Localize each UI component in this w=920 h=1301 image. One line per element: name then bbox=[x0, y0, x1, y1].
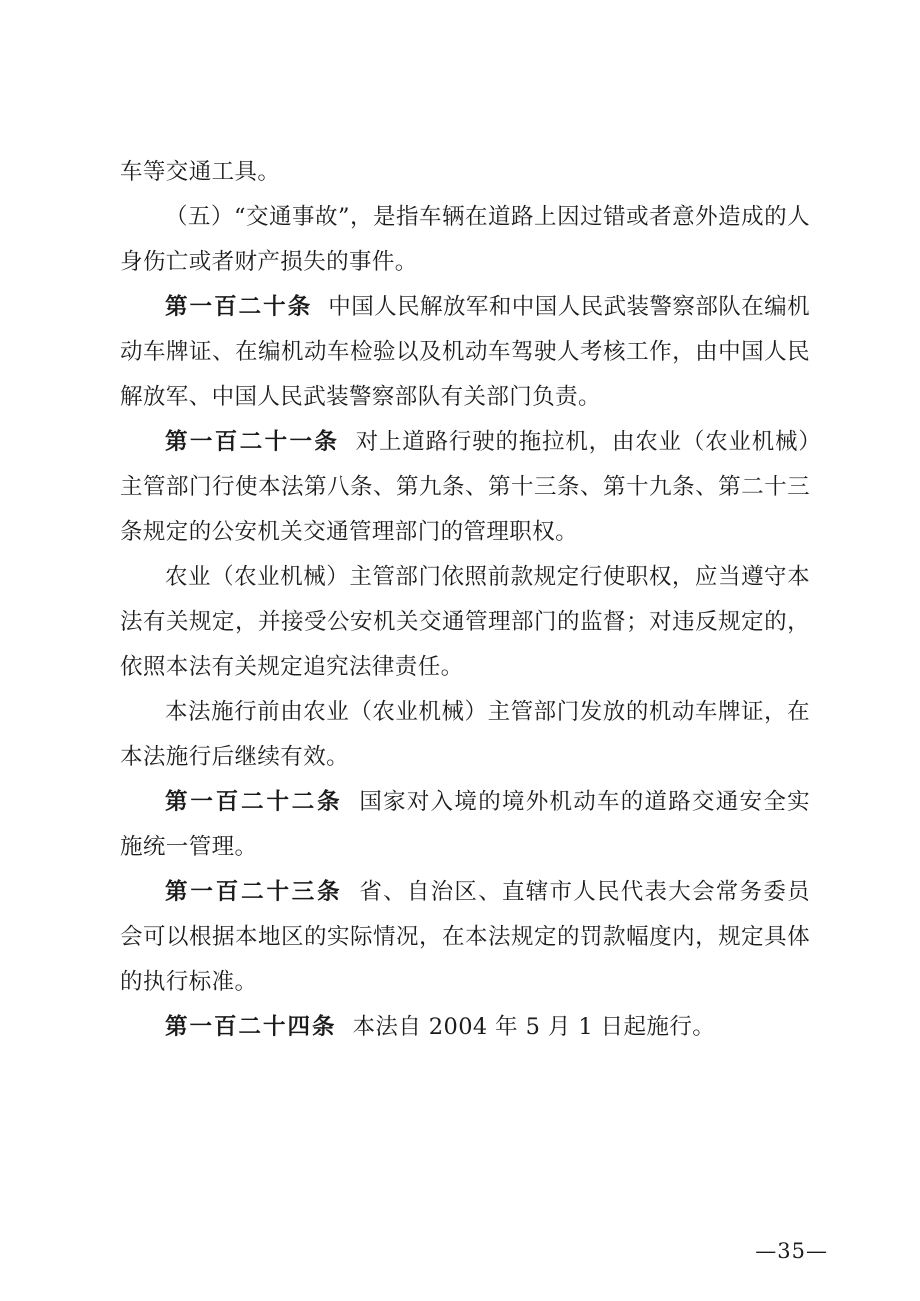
article-heading: 第一百二十二条 bbox=[165, 789, 343, 815]
paragraph bbox=[120, 420, 810, 555]
paragraph bbox=[120, 285, 810, 420]
paragraph-text: （五）“交通事故”，是指车辆在道路上因过错或者意外造成的人身伤亡或者财产损失的事件。 bbox=[120, 204, 810, 275]
paragraph-text: 省、自治区、直辖市人民代表大会常务委员会可以根据本地区的实际情况，在本法规定的罚款幅度内，规定具体的执行标准。 bbox=[120, 879, 810, 995]
paragraph-text: 农业（农业机械）主管部门依照前款规定行使职权，应当遵守本法有关规定，并接受公安机关交通管理部门的监督；对违反规定的，依照本法有关规定追究法律责任。 bbox=[120, 564, 810, 680]
article-heading: 第一百二十条 bbox=[165, 294, 313, 320]
article-heading: 第一百二十四条 bbox=[165, 1014, 337, 1040]
paragraph-text: 中国人民解放军和中国人民武装警察部队在编机动车牌证、在编机动车检验以及机动车驾驶人考核工作，由中国人民解放军、中国人民武装警察部队有关部门负责。 bbox=[120, 294, 810, 410]
page-number: —35— bbox=[755, 1239, 828, 1263]
paragraph-text: 国家对入境的境外机动车的道路交通安全实施统一管理。 bbox=[120, 789, 810, 860]
paragraph-text: 车等交通工具。 bbox=[120, 159, 281, 185]
article-heading: 第一百二十一条 bbox=[165, 429, 340, 455]
paragraph bbox=[120, 195, 810, 285]
paragraph bbox=[120, 150, 810, 195]
paragraph bbox=[120, 690, 810, 780]
document-body bbox=[120, 150, 810, 1050]
paragraph-text: 本法施行前由农业（农业机械）主管部门发放的机动车牌证，在本法施行后继续有效。 bbox=[120, 699, 810, 770]
paragraph-text: 本法自 2004 年 5 月 1 日起施行。 bbox=[352, 1014, 716, 1040]
paragraph bbox=[120, 1005, 810, 1050]
paragraph bbox=[120, 780, 810, 870]
article-heading: 第一百二十三条 bbox=[165, 879, 343, 905]
paragraph-text: 对上道路行驶的拖拉机，由农业（农业机械）主管部门行使本法第八条、第九条、第十三条、第十九条、第二十三条规定的公安机关交通管理部门的管理职权。 bbox=[120, 429, 810, 545]
paragraph bbox=[120, 870, 810, 1005]
paragraph bbox=[120, 555, 810, 690]
